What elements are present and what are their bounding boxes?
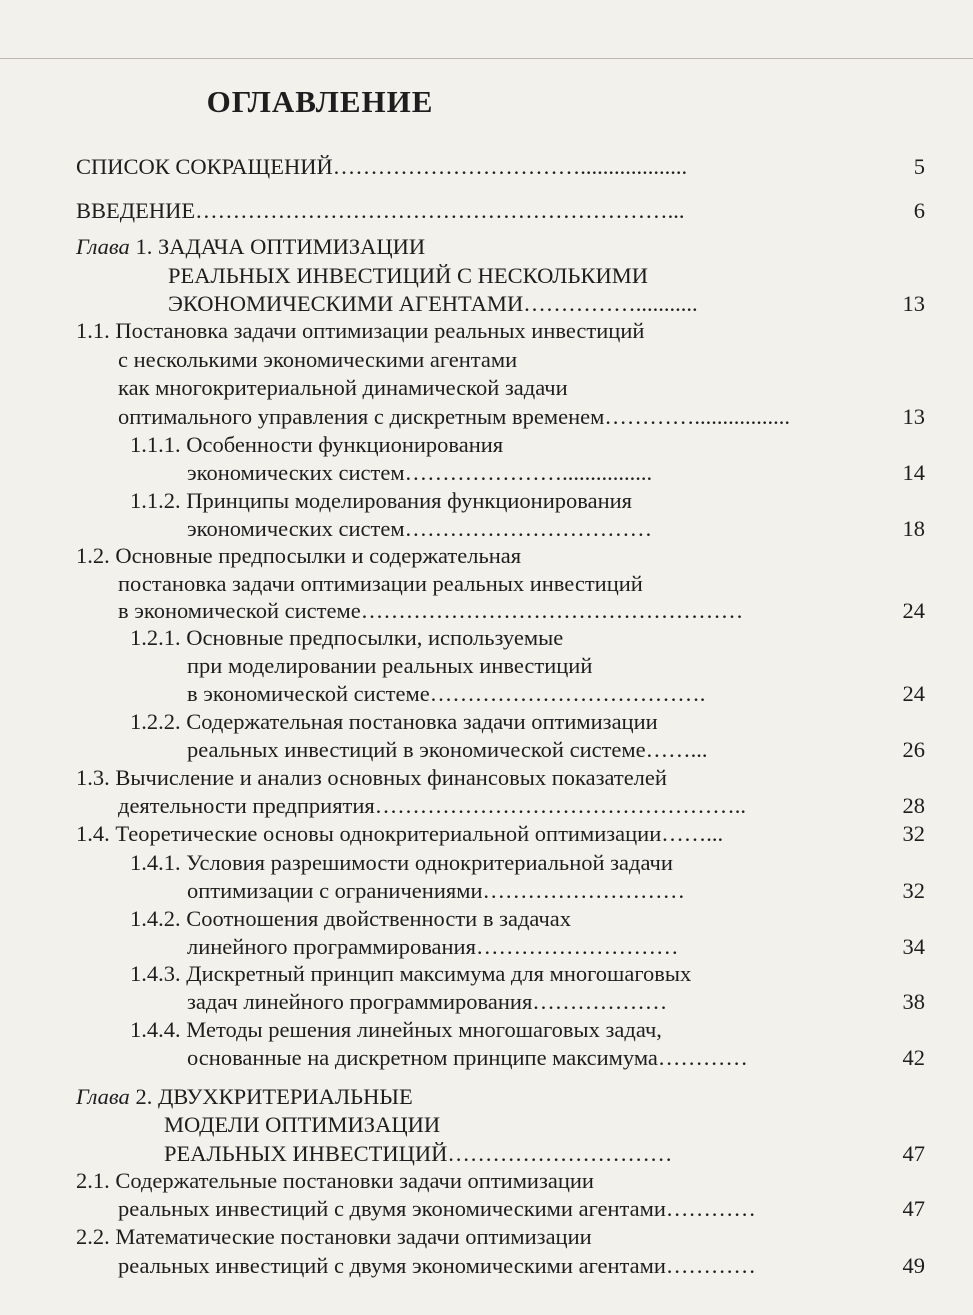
toc-page-number: 13 — [902, 404, 925, 429]
toc-subsection-1-2-1-line-3: в экономической системе………………………………. — [187, 681, 706, 706]
toc-chapter-2-line-1 — [76, 1083, 413, 1111]
toc-subsection-1-4-1-line-2: оптимизации с ограничениями……………………… — [187, 878, 685, 903]
chapter-title: 1. ЗАДАЧА ОПТИМИЗАЦИИ — [129, 234, 426, 259]
toc-section-1-3-line-1: 1.3. Вычисление и анализ основных финансовых показателей — [76, 765, 667, 790]
toc-section-1-2-line-3: в экономической системе…………………………………………… — [118, 598, 744, 623]
toc-section-1-2-line-1: 1.2. Основные предпосылки и содержательная — [76, 543, 522, 568]
toc-section-1-1-line-2: с несколькими экономическими агентами — [118, 347, 518, 372]
toc-entry-abbreviations: СПИСОК СОКРАЩЕНИЙ……………………………................... — [76, 154, 688, 179]
toc-page-number: 28 — [902, 793, 925, 818]
header-rule — [0, 58, 973, 59]
toc-section-2-1-line-2: реальных инвестиций с двумя экономическими агентами………… — [118, 1196, 756, 1221]
toc-subsection-1-4-4-line-2: основанные на дискретном принципе максимума………… — [187, 1045, 748, 1070]
toc-page-number: 32 — [902, 878, 925, 903]
toc-page-number: 24 — [902, 598, 925, 623]
toc-chapter-2-line-3: РЕАЛЬНЫХ ИНВЕСТИЦИЙ………………………… — [164, 1141, 673, 1166]
toc-page-number: 24 — [902, 681, 925, 706]
toc-subsection-1-2-1-line-2: при моделировании реальных инвестиций — [187, 653, 593, 678]
toc-chapter-1-line-2: РЕАЛЬНЫХ ИНВЕСТИЦИЙ С НЕСКОЛЬКИМИ — [168, 263, 648, 288]
toc-chapter-1-line-3: ЭКОНОМИЧЕСКИМИ АГЕНТАМИ……………........... — [168, 291, 698, 316]
chapter-title: 2. ДВУХКРИТЕРИАЛЬНЫЕ — [129, 1084, 413, 1109]
toc-section-2-2-line-2: реальных инвестиций с двумя экономическими агентами………… — [118, 1253, 756, 1278]
toc-section-1-1-line-1: 1.1. Постановка задачи оптимизации реальных инвестиций — [76, 318, 645, 343]
toc-page-number: 38 — [902, 989, 925, 1014]
toc-subsection-1-2-1-line-1: 1.2.1. Основные предпосылки, используемые — [130, 625, 564, 650]
chapter-prefix: Глава — [76, 234, 130, 259]
toc-page-number: 42 — [902, 1045, 925, 1070]
toc-subsection-1-4-4-line-1: 1.4.4. Методы решения линейных многошаговых задач, — [130, 1017, 662, 1042]
toc-chapter-2-line-2: МОДЕЛИ ОПТИМИЗАЦИИ — [164, 1112, 441, 1137]
toc-section-2-2-line-1: 2.2. Математические постановки задачи оптимизации — [76, 1224, 592, 1249]
toc-subsection-1-1-1-line-2: экономических систем…………………................ — [187, 460, 653, 485]
toc-subsection-1-1-2-line-2: экономических систем…………………………… — [187, 516, 653, 541]
toc-section-1-3-line-2: деятельности предприятия………………………………………….. — [118, 793, 747, 818]
toc-subsection-1-4-2-line-2: линейного программирования……………………… — [187, 934, 679, 959]
toc-page-number: 49 — [902, 1253, 925, 1278]
toc-chapter-1-line-1 — [76, 233, 425, 261]
toc-page-number: 47 — [902, 1141, 925, 1166]
toc-page-number: 14 — [902, 460, 925, 485]
toc-subsection-1-2-2-line-1: 1.2.2. Содержательная постановка задачи оптимизации — [130, 709, 658, 734]
toc-page-number: 6 — [913, 198, 925, 223]
toc-subsection-1-4-3-line-1: 1.4.3. Дискретный принцип максимума для многошаговых — [130, 961, 692, 986]
toc-subsection-1-1-1-line-1: 1.1.1. Особенности функционирования — [130, 432, 504, 457]
toc-section-1-1-line-3: как многокритериальной динамической задачи — [118, 375, 568, 400]
toc-page-number: 47 — [902, 1196, 925, 1221]
toc-section-1-2-line-2: постановка задачи оптимизации реальных инвестиций — [118, 571, 643, 596]
toc-subsection-1-4-3-line-2: задач линейного программирования……………… — [187, 989, 668, 1014]
toc-subsection-1-4-1-line-1: 1.4.1. Условия разрешимости однокритериальной задачи — [130, 850, 673, 875]
toc-section-2-1-line-1: 2.1. Содержательные постановки задачи оптимизации — [76, 1168, 594, 1193]
chapter-prefix: Глава — [76, 1084, 130, 1109]
toc-section-1-1-line-4: оптимального управления с дискретным временем…………................. — [118, 404, 790, 429]
toc-page-number: 26 — [902, 737, 925, 762]
toc-page-number: 18 — [902, 516, 925, 541]
toc-entry-introduction: ВВЕДЕНИЕ………………………………………………………... — [76, 198, 685, 223]
toc-page-number: 32 — [902, 821, 925, 846]
toc-section-1-4-line-1: 1.4. Теоретические основы однокритериальной оптимизации……... — [76, 821, 724, 846]
toc-subsection-1-4-2-line-1: 1.4.2. Соотношения двойственности в задачах — [130, 906, 572, 931]
page-title: ОГЛАВЛЕНИЕ — [206, 84, 434, 119]
toc-page-number: 13 — [902, 291, 925, 316]
toc-page-number: 5 — [913, 154, 925, 179]
toc-subsection-1-2-2-line-2: реальных инвестиций в экономической системе……... — [187, 737, 708, 762]
toc-subsection-1-1-2-line-1: 1.1.2. Принципы моделирования функционирования — [130, 488, 633, 513]
toc-page-number: 34 — [902, 934, 925, 959]
